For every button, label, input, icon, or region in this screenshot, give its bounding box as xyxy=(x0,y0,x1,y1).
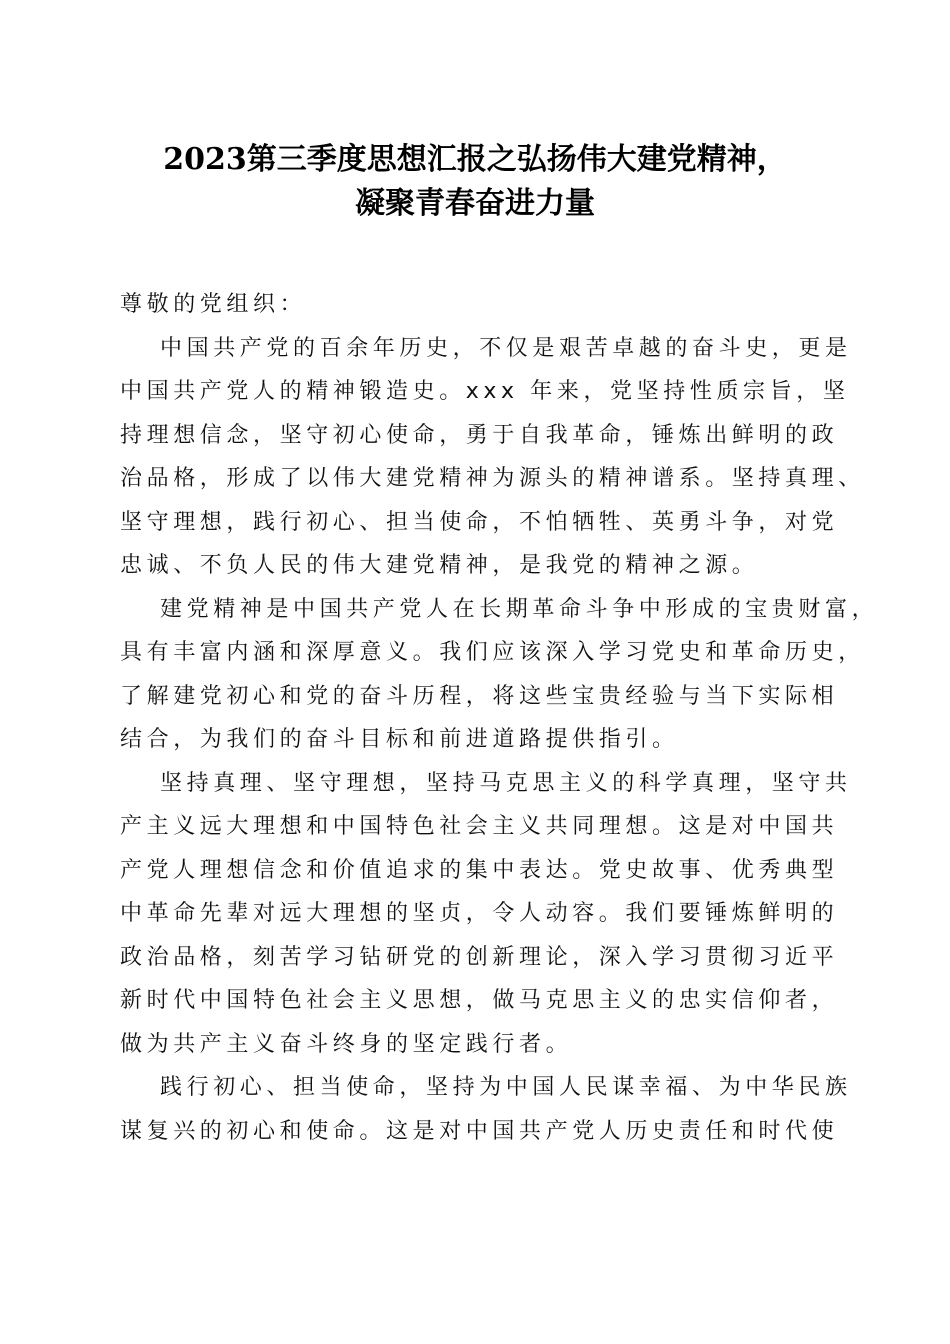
paragraph-line: 产党人理想信念和价值追求的集中表达。党史故事、优秀典型 xyxy=(120,857,839,883)
paragraph-line: 治品格，形成了以伟大建党精神为源头的精神谱系。坚持真理、 xyxy=(120,466,865,491)
paragraph-line: 做为共产主义奋斗终身的坚定践行者。 xyxy=(120,1031,573,1057)
title-line-1: 2023第三季度思想汇报之弘扬伟大建党精神， xyxy=(163,142,787,177)
paragraph-line: 谋复兴的初心和使命。这是对中国共产党人历史责任和时代使 xyxy=(120,1118,839,1144)
paragraph-line: 中国共产党人的精神锻造史。xxx 年来，党坚持性质宗旨，坚 xyxy=(120,379,850,404)
salutation: 尊敬的党组织： xyxy=(120,292,307,317)
paragraph-line: 具有丰富内涵和深厚意义。我们应该深入学习党史和革命历史， xyxy=(120,640,865,665)
document-body xyxy=(120,283,879,1153)
paragraph-line: 产主义远大理想和中国特色社会主义共同理想。这是对中国共 xyxy=(120,814,839,839)
paragraph-4 xyxy=(120,1066,852,1153)
paragraph-line: 结合，为我们的奋斗目标和前进道路提供指引。 xyxy=(120,727,679,752)
paragraph-line: 践行初心、担当使命，坚持为中国人民谋幸福、为中华民族 xyxy=(160,1075,852,1100)
paragraph-line: 坚持真理、坚守理想，坚持马克思主义的科学真理，坚守共 xyxy=(160,770,852,796)
paragraph-line: 建党精神是中国共产党人在长期革命斗争中形成的宝贵财富， xyxy=(160,596,879,622)
paragraph-line: 中革命先辈对远大理想的坚贞，令人动容。我们要锤炼鲜明的 xyxy=(120,901,839,926)
paragraph-line: 中国共产党的百余年历史，不仅是艰苦卓越的奋斗史，更是 xyxy=(160,335,852,361)
paragraph-3 xyxy=(120,762,852,1067)
paragraph-line: 新时代中国特色社会主义思想，做马克思主义的忠实信仰者， xyxy=(120,988,839,1013)
paragraph-2 xyxy=(120,588,879,762)
paragraph-line: 忠诚、不负人民的伟大建党精神，是我党的精神之源。 xyxy=(120,553,759,578)
document-title xyxy=(0,138,950,226)
paragraph-line: 持理想信念，坚守初心使命，勇于自我革命，锤炼出鲜明的政 xyxy=(120,422,839,448)
paragraph-line: 了解建党初心和党的奋斗历程，将这些宝贵经验与当下实际相 xyxy=(120,683,839,709)
paragraph-1 xyxy=(120,327,865,588)
title-line-2: 凝聚青春奋进力量 xyxy=(355,186,595,221)
paragraph-line: 政治品格，刻苦学习钻研党的创新理论，深入学习贯彻习近平 xyxy=(120,944,839,970)
paragraph-line: 坚守理想，践行初心、担当使命，不怕牺牲、英勇斗争，对党 xyxy=(120,509,839,535)
